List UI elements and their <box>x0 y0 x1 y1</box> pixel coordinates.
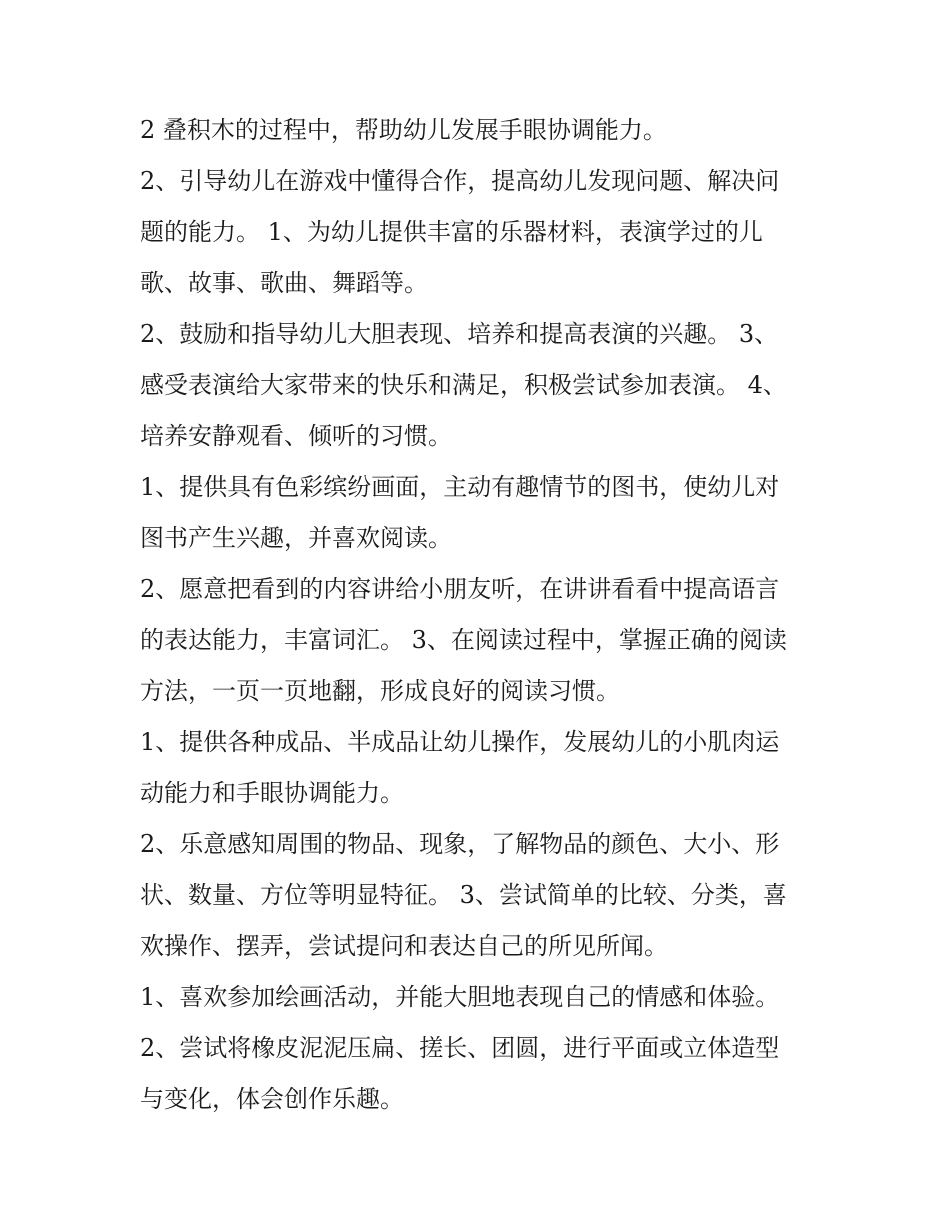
text-line: 2 叠积木的过程中，帮助幼儿发展手眼协调能力。 <box>140 116 667 144</box>
text-line: 的表达能力，丰富词汇。 3、在阅读过程中，掌握正确的阅读 <box>140 626 787 654</box>
text-line: 欢操作、摆弄，尝试提问和表达自己的所见所闻。 <box>140 932 668 960</box>
text-line: 感受表演给大家带来的快乐和满足，积极尝试参加表演。 4、 <box>140 371 787 399</box>
text-line: 1、提供具有色彩缤纷画面，主动有趣情节的图书，使幼儿对 <box>140 473 780 501</box>
paragraph-8 <box>140 972 820 1023</box>
paragraph-1 <box>140 105 820 156</box>
paragraph-6 <box>140 717 820 819</box>
text-line: 题的能力。 1、为幼儿提供丰富的乐器材料，表演学过的儿 <box>140 218 763 246</box>
text-line: 2、乐意感知周围的物品、现象，了解物品的颜色、大小、形 <box>140 830 780 858</box>
text-line: 2、愿意把看到的内容讲给小朋友听，在讲讲看看中提高语言 <box>140 575 780 603</box>
text-line: 歌、故事、歌曲、舞蹈等。 <box>140 269 428 297</box>
paragraph-5 <box>140 564 820 717</box>
text-line: 动能力和手眼协调能力。 <box>140 779 404 807</box>
paragraph-9 <box>140 1023 820 1125</box>
text-line: 培养安静观看、倾听的习惯。 <box>140 422 452 450</box>
text-line: 与变化，体会创作乐趣。 <box>140 1085 404 1113</box>
paragraph-3 <box>140 309 820 462</box>
text-line: 1、喜欢参加绘画活动，并能大胆地表现自己的情感和体验。 <box>140 983 780 1011</box>
paragraph-4 <box>140 462 820 564</box>
text-line: 1、提供各种成品、半成品让幼儿操作，发展幼儿的小肌肉运 <box>140 728 780 756</box>
text-line: 2、鼓励和指导幼儿大胆表现、培养和提高表演的兴趣。 3、 <box>140 320 779 348</box>
paragraph-2 <box>140 156 820 309</box>
text-line: 2、尝试将橡皮泥泥压扁、搓长、团圆，进行平面或立体造型 <box>140 1034 780 1062</box>
paragraph-7 <box>140 819 820 972</box>
text-line: 状、数量、方位等明显特征。 3、尝试简单的比较、分类，喜 <box>140 881 787 909</box>
document-page <box>140 105 820 1125</box>
text-line: 图书产生兴趣，并喜欢阅读。 <box>140 524 452 552</box>
text-line: 2、引导幼儿在游戏中懂得合作，提高幼儿发现问题、解决问 <box>140 167 780 195</box>
text-line: 方法，一页一页地翻，形成良好的阅读习惯。 <box>140 677 620 705</box>
